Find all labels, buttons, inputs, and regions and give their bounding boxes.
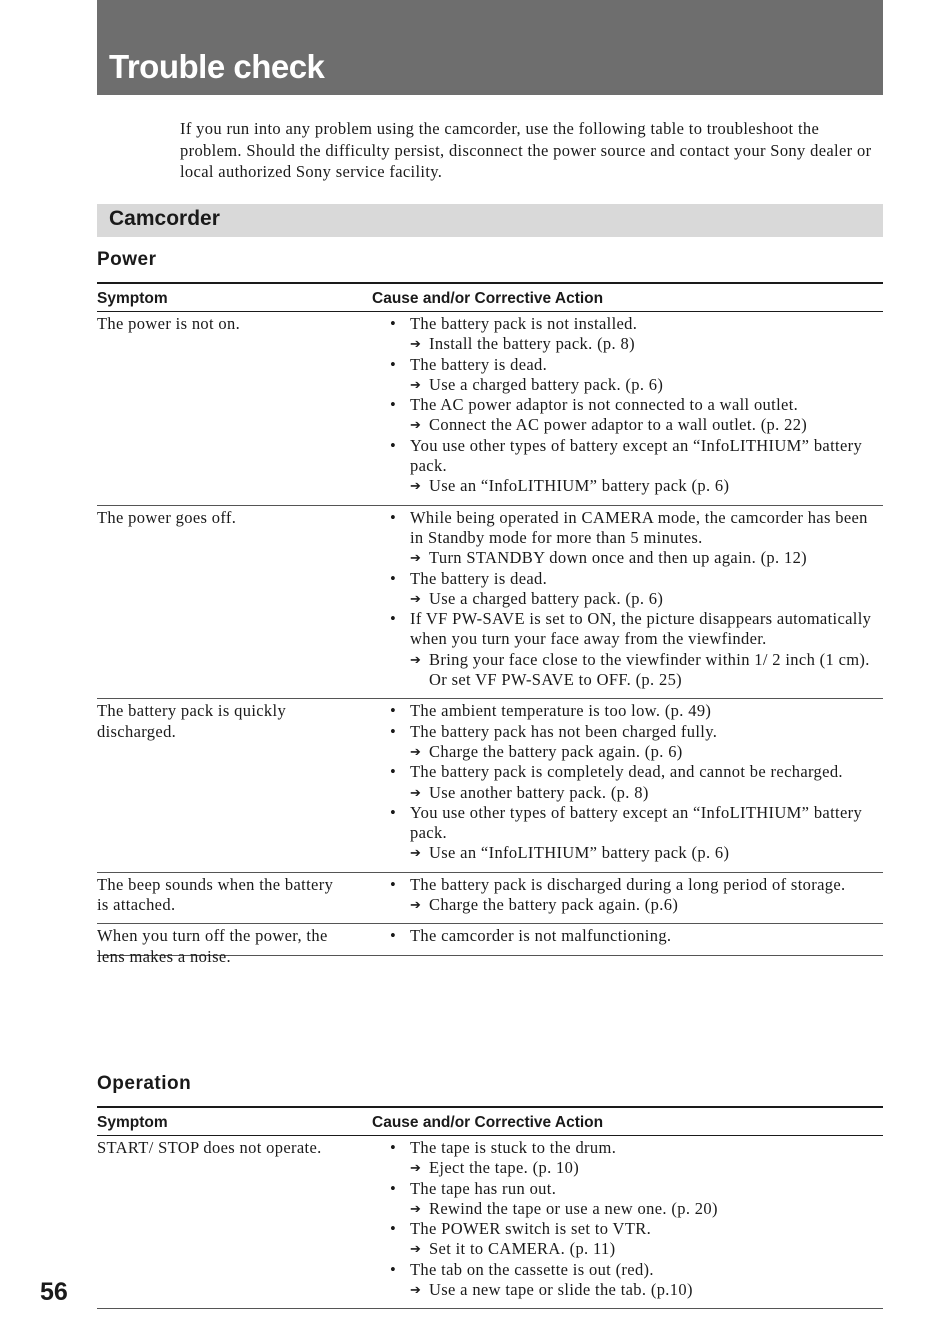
action-text: Use a new tape or slide the tab. (p.10)	[429, 1280, 693, 1300]
bullet-icon: •	[390, 1219, 397, 1239]
cause-text: The battery is dead.	[410, 354, 548, 374]
cause-text: The tape is stuck to the drum.	[410, 1138, 617, 1157]
cause-item	[390, 355, 880, 375]
cause-text: The battery pack has not been charged fully.	[410, 721, 718, 741]
cause-text: The camcorder is not malfunctioning.	[410, 926, 672, 946]
corrective-action	[390, 476, 880, 496]
action-text: Use a charged battery pack. (p. 6)	[429, 588, 664, 608]
arrow-right-icon: ➔	[410, 784, 422, 800]
bullet-icon: •	[390, 926, 397, 946]
bullet-icon: •	[390, 568, 397, 588]
action-text: Use an “InfoLITHIUM” battery pack (p. 6)	[429, 843, 730, 863]
corrective-action	[390, 1239, 880, 1259]
cause-text: You use other types of battery except an “InfoLITHIUM” battery pack.	[410, 802, 863, 843]
corrective-action	[390, 589, 880, 609]
power-table	[97, 282, 883, 966]
operation-heading: Operation	[97, 1073, 192, 1094]
section-bar	[97, 204, 883, 237]
action-text: Use another battery pack. (p. 8)	[429, 782, 649, 802]
table-row	[97, 924, 883, 966]
cause-text: The battery pack is not installed.	[410, 314, 638, 333]
corrective-action	[390, 548, 880, 568]
cause-header: Cause and/or Corrective Action	[372, 1114, 604, 1131]
table-row	[97, 699, 883, 872]
bullet-icon: •	[390, 802, 397, 822]
action-text: Turn STANDBY down once and then up again. (p. 12)	[429, 548, 808, 568]
cause-item	[390, 926, 880, 946]
bullet-icon: •	[390, 721, 397, 741]
arrow-right-icon: ➔	[410, 550, 422, 566]
table-body	[97, 312, 883, 966]
table-body	[97, 1136, 883, 1309]
arrow-right-icon: ➔	[410, 1160, 422, 1176]
action-text: Charge the battery pack again. (p. 6)	[429, 741, 683, 761]
cause-item	[390, 1179, 880, 1199]
cause-cell	[390, 314, 880, 497]
bullet-icon: •	[390, 701, 397, 721]
cause-item	[390, 722, 880, 742]
action-text: Use an “InfoLITHIUM” battery pack (p. 6)	[429, 476, 730, 496]
action-text: Connect the AC power adaptor to a wall outlet. (p. 22)	[429, 415, 808, 435]
cause-text: The POWER switch is set to VTR.	[410, 1219, 652, 1239]
arrow-right-icon: ➔	[410, 651, 422, 667]
cause-text: The AC power adaptor is not connected to a wall outlet.	[410, 395, 799, 415]
bullet-icon: •	[390, 1259, 397, 1279]
bullet-icon: •	[390, 762, 397, 782]
action-text: Eject the tape. (p. 10)	[429, 1158, 580, 1178]
operation-table	[97, 1106, 883, 1309]
arrow-right-icon: ➔	[410, 897, 422, 913]
corrective-action	[390, 783, 880, 803]
action-text: Set it to CAMERA. (p. 11)	[429, 1239, 616, 1259]
corrective-action	[390, 1280, 880, 1300]
symptom-cell: The beep sounds when the battery is attached.	[97, 874, 334, 915]
arrow-right-icon: ➔	[410, 417, 422, 433]
cause-item	[390, 395, 880, 415]
arrow-right-icon: ➔	[410, 1241, 422, 1257]
symptom-cell: The battery pack is quickly discharged.	[97, 701, 287, 741]
bullet-icon: •	[390, 435, 397, 455]
arrow-right-icon: ➔	[410, 1282, 422, 1298]
cause-text: The tab on the cassette is out (red).	[410, 1259, 654, 1279]
arrow-right-icon: ➔	[410, 743, 422, 759]
arrow-right-icon: ➔	[410, 336, 422, 352]
arrow-right-icon: ➔	[410, 845, 422, 861]
arrow-right-icon: ➔	[410, 478, 422, 494]
bullet-icon: •	[390, 874, 397, 894]
bullet-icon: •	[390, 507, 397, 527]
action-text: Rewind the tape or use a new one. (p. 20)	[429, 1198, 718, 1218]
cause-text: The battery is dead.	[410, 568, 548, 588]
table-row	[97, 312, 883, 506]
action-text: Bring your face close to the viewfinder within 1/ 2 inch (1 cm). Or set VF PW-SAVE to OFF. (p. 25)	[429, 649, 870, 690]
bullet-icon: •	[390, 1138, 397, 1157]
corrective-action	[390, 415, 880, 435]
symptom-cell: START/ STOP does not operate.	[97, 1138, 322, 1157]
cause-text: If VF PW-SAVE is set to ON, the picture disappears automatically when you turn your face away from the viewfinder.	[410, 609, 872, 649]
cause-item	[390, 609, 880, 650]
table-header	[97, 1108, 883, 1136]
action-text: Install the battery pack. (p. 8)	[429, 334, 635, 354]
cause-cell	[390, 926, 880, 946]
title-bar	[97, 0, 883, 95]
cause-item	[390, 314, 880, 334]
bullet-icon: •	[390, 609, 397, 629]
cause-text: While being operated in CAMERA mode, the camcorder has been in Standby mode for more than 5 minutes.	[410, 507, 868, 547]
power-heading: Power	[97, 249, 157, 270]
cause-cell	[390, 508, 880, 691]
table-row	[97, 506, 883, 700]
cause-item	[390, 1219, 880, 1239]
corrective-action	[390, 895, 880, 915]
symptom-cell: When you turn off the power, the lens makes a noise.	[97, 926, 328, 966]
cause-header: Cause and/or Corrective Action	[372, 290, 604, 307]
bullet-icon: •	[390, 1178, 397, 1198]
cause-text: The battery pack is discharged during a long period of storage.	[410, 874, 846, 894]
cause-item	[390, 875, 880, 895]
action-text: Charge the battery pack again. (p.6)	[429, 895, 679, 915]
arrow-right-icon: ➔	[410, 590, 422, 606]
table-header	[97, 284, 883, 312]
corrective-action	[390, 843, 880, 863]
cause-item	[390, 762, 880, 782]
page-number: 56	[40, 1278, 68, 1306]
cause-item	[390, 436, 880, 477]
table-row	[97, 873, 883, 925]
corrective-action	[390, 375, 880, 395]
cause-text: You use other types of battery except an “InfoLITHIUM” battery pack.	[410, 435, 863, 476]
cause-item	[390, 701, 880, 721]
page-title: Trouble check	[109, 48, 325, 85]
action-text: Use a charged battery pack. (p. 6)	[429, 374, 664, 394]
section-title: Camcorder	[109, 207, 220, 230]
cause-text: The battery pack is completely dead, and cannot be recharged.	[410, 762, 843, 782]
table-row	[97, 1136, 883, 1309]
corrective-action	[390, 334, 880, 354]
cause-item	[390, 569, 880, 589]
cause-text: The tape has run out.	[410, 1178, 557, 1198]
cause-text: The ambient temperature is too low. (p. 49)	[410, 701, 712, 721]
bullet-icon: •	[390, 314, 397, 333]
cause-item	[390, 1260, 880, 1280]
cause-cell	[390, 875, 880, 916]
corrective-action	[390, 1199, 880, 1219]
bullet-icon: •	[390, 354, 397, 374]
intro-paragraph: If you run into any problem using the camcorder, use the following table to troubleshoot the problem. Should the difficulty persist, disconnect the power source and contact your Sony dealer or local authorized Sony service facility.	[180, 119, 872, 181]
cause-cell	[390, 701, 880, 863]
cause-item	[390, 1138, 880, 1158]
cause-item	[390, 508, 880, 549]
corrective-action	[390, 650, 880, 691]
corrective-action	[390, 1158, 880, 1178]
corrective-action	[390, 742, 880, 762]
symptom-cell: The power goes off.	[97, 507, 237, 527]
arrow-right-icon: ➔	[410, 376, 422, 392]
symptom-header: Symptom	[97, 1114, 168, 1131]
bullet-icon: •	[390, 395, 397, 415]
symptom-cell: The power is not on.	[97, 314, 241, 333]
arrow-right-icon: ➔	[410, 1200, 422, 1216]
symptom-header: Symptom	[97, 290, 168, 307]
cause-cell	[390, 1138, 880, 1300]
cause-item	[390, 803, 880, 844]
